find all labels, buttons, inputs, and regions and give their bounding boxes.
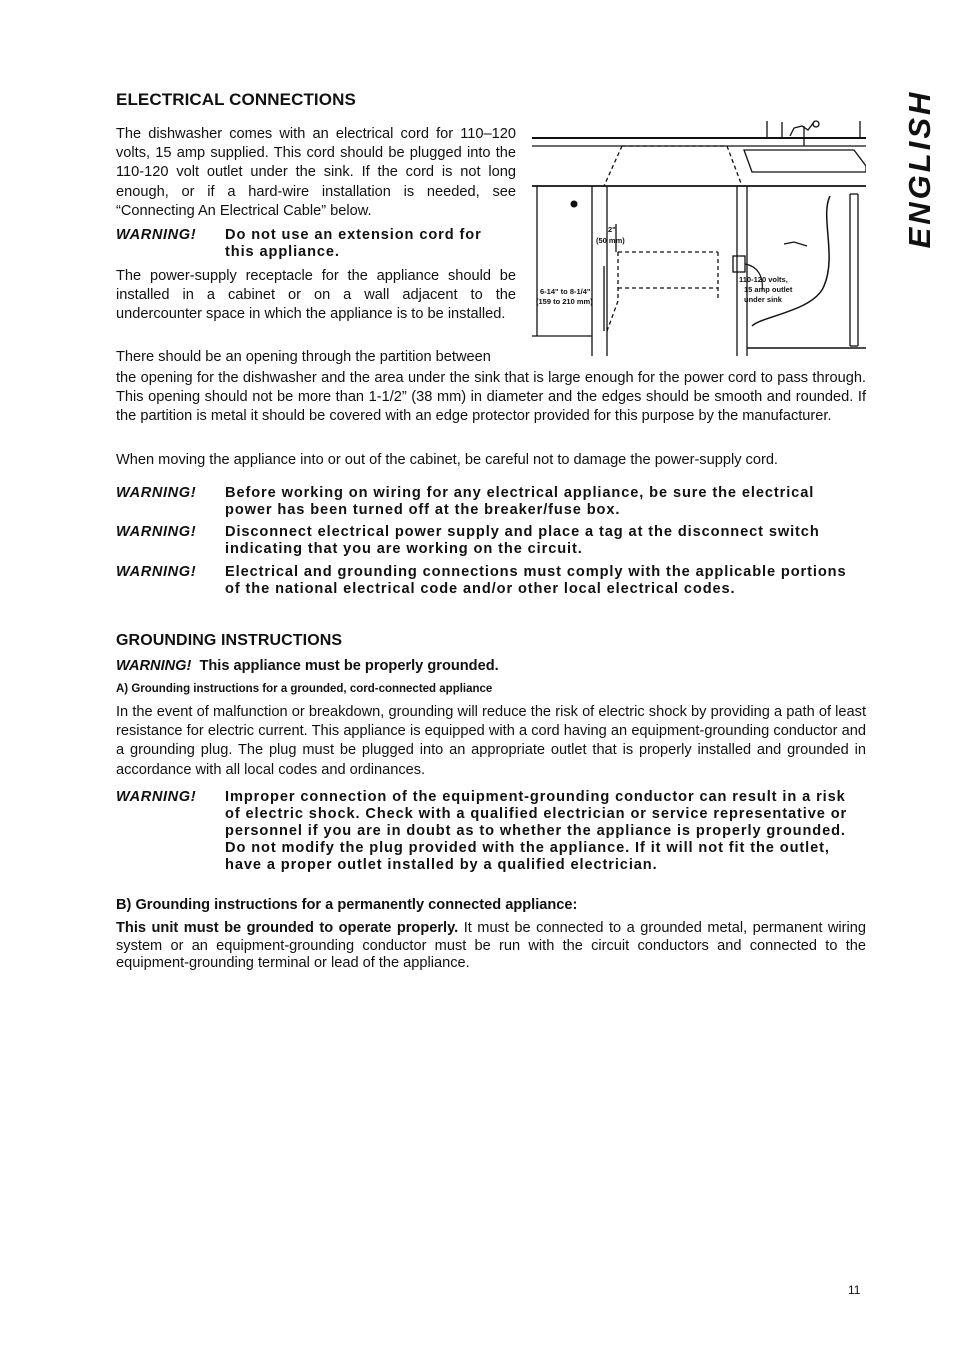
- warning-label: WARNING!: [116, 789, 197, 805]
- figure-label-gap-mm: (50 mm): [596, 236, 625, 245]
- partition-paragraph-rest: the opening for the dishwasher and the area under the sink that is large enough for the power cord to pass through. This opening should not be more than 1-1/2” (38 mm) in diameter and the edges should be smooth and rounded. If the partition is metal it should be covered with an edge protector provided for this purpose by the manufacturer.: [116, 370, 866, 425]
- section-title-electrical: ELECTRICAL CONNECTIONS: [116, 90, 356, 109]
- warning-breaker: [116, 485, 866, 519]
- warning-label: WARNING!: [116, 227, 197, 243]
- paragraph-b-text: It must be connected to a grounded metal, permanent wiring system or an equipment-grounding conductor must be run with the circuit conductors and connected to the equipment-grounding terminal or lead of the appliance.: [116, 920, 866, 971]
- page-number: 11: [848, 1283, 861, 1297]
- grounding-warning: [116, 658, 499, 674]
- installation-diagram: [532, 116, 866, 356]
- receptacle-paragraph: The power-supply receptacle for the appliance should be installed in a cabinet or on a wall adjacent to the undercounter space in which the appliance is to be installed.: [116, 268, 516, 323]
- figure-label-outlet-3: under sink: [744, 295, 782, 304]
- figure-label-outlet-2: 15 amp outlet: [744, 285, 793, 294]
- intro-paragraph: The dishwasher comes with an electrical cord for 110–120 volts, 15 amp supplied. This cord should be plugged into the 110-120 volt outlet under the sink. If the cord is not long enough, or if a hard-wire installation is needed, see “Connecting An Electrical Cable” below.: [116, 126, 516, 219]
- partition-paragraph-start: There should be an opening through the partition between: [116, 349, 491, 365]
- warning-label: WARNING!: [116, 485, 197, 501]
- figure-label-gap: 2": [608, 225, 616, 234]
- subheading-a: A) Grounding instructions for a grounded, cord-connected appliance: [116, 683, 493, 695]
- warning-disconnect: [116, 524, 866, 558]
- warning-text: This appliance must be properly grounded.: [199, 658, 499, 674]
- figure-label-height-mm: (159 to 210 mm): [536, 297, 593, 306]
- paragraph-b-bold: This unit must be grounded to operate properly.: [116, 920, 459, 936]
- warning-text: Do not use an extension cord for this appliance.: [225, 227, 482, 260]
- warning-improper-connection: [116, 789, 866, 874]
- figure-label-height: 6-14" to 8-1/4": [540, 287, 591, 296]
- warning-label: WARNING!: [116, 564, 197, 580]
- subheading-b: B) Grounding instructions for a permanently connected appliance:: [116, 897, 578, 913]
- section-title-grounding: GROUNDING INSTRUCTIONS: [116, 632, 343, 649]
- grounding-paragraph-b: [116, 920, 866, 973]
- warning-label: WARNING!: [116, 524, 197, 540]
- warning-text: Improper connection of the equipment-grounding conductor can result in a risk of electric shock. Check with a qualified electrician or service representative or personnel if you are in doubt as to whether the appliance is properly grounded. Do not modify the plug provided with the appliance. If it will not fit the outlet, have a proper outlet installed by a qualified electrician.: [225, 789, 848, 873]
- warning-code: [116, 564, 866, 598]
- language-tab: [895, 84, 945, 254]
- figure-label-outlet-1: 110-120 volts,: [739, 275, 788, 284]
- moving-paragraph: When moving the appliance into or out of the cabinet, be careful not to damage the power-supply cord.: [116, 452, 778, 468]
- warning-text: Electrical and grounding connections must comply with the applicable portions of the national electrical code and/or other local electrical codes.: [225, 564, 847, 597]
- warning-text: Disconnect electrical power supply and place a tag at the disconnect switch indicating that you are working on the circuit.: [225, 524, 820, 557]
- warning-extension-cord: [116, 227, 516, 260]
- grounding-paragraph-a: In the event of malfunction or breakdown, grounding will reduce the risk of electric shock by providing a path of least resistance for electric current. This appliance is equipped with a cord having an equipment-grounding conductor and a grounding plug. The plug must be plugged into an appropriate outlet that is properly installed and grounded in accordance with all local codes and ordinances.: [116, 704, 866, 778]
- warning-text: Before working on wiring for any electrical appliance, be sure the electrical power has been turned off at the breaker/fuse box.: [225, 485, 815, 518]
- language-tab-label: ENGLISH: [902, 89, 937, 249]
- warning-label: WARNING!: [116, 658, 192, 674]
